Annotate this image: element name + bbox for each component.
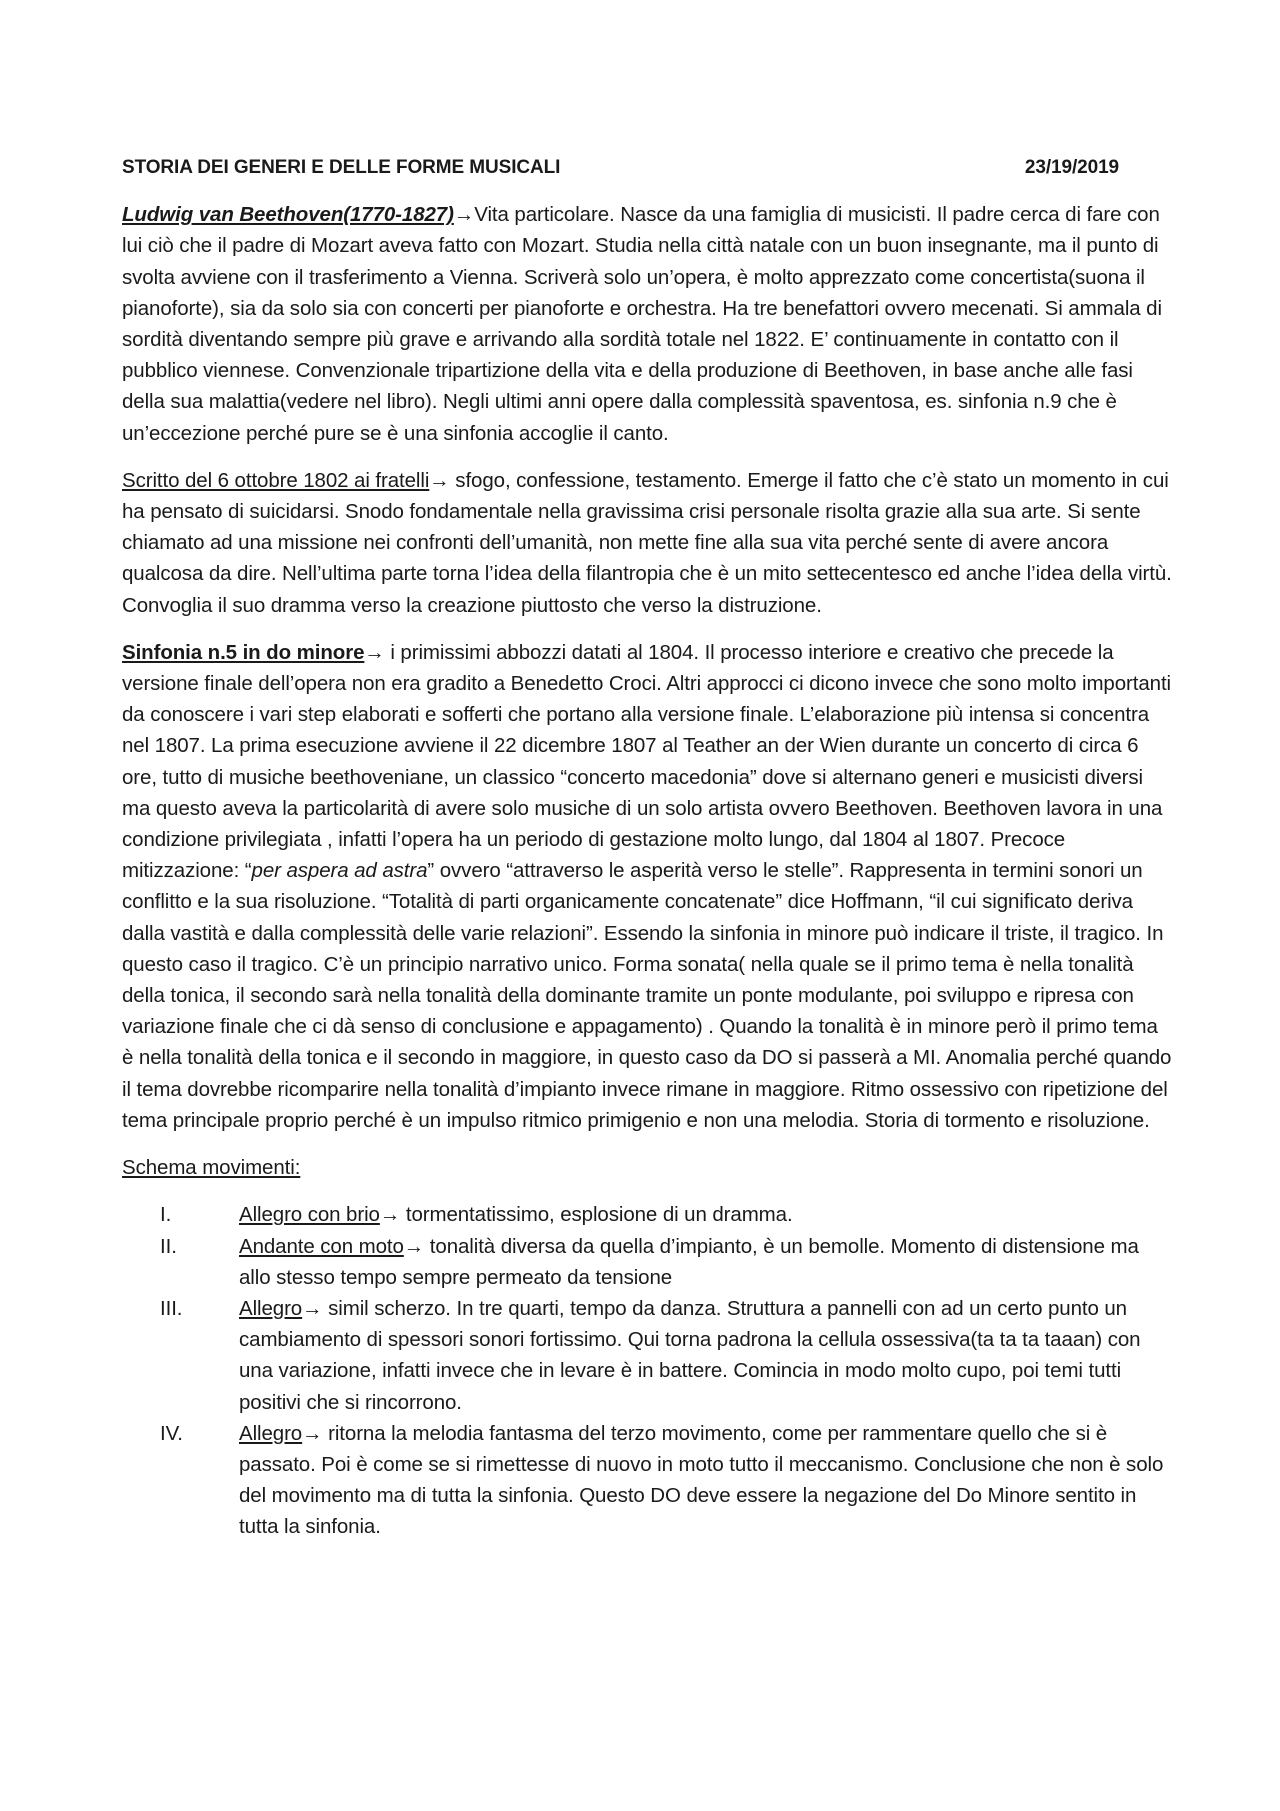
scritto-heading: Scritto del 6 ottobre 1802 ai fratelli — [122, 468, 430, 492]
list-item-number: III. — [160, 1296, 183, 1320]
list-item-body — [239, 1293, 1174, 1418]
arrow-icon: → — [379, 1203, 401, 1227]
list-item — [122, 1293, 1174, 1418]
list-item-body — [239, 1199, 1174, 1230]
arrow-icon: → — [364, 640, 385, 664]
list-item-body — [239, 1231, 1174, 1293]
scritto-text: sfogo, confessione, testamento. Emerge il fatto che c’è stato un momento in cui ha pensato di suicidarsi. Snodo fondamentale nella gravissima crisi personale risolta grazie alla sua arte. Si sente chiamato ad una missione nei confronti dell’umanità, non mette fine alla sua vita perché sente di avere ancora qualcosa da dire. Nell’ultima parte torna l’idea della filantropia che è un mito settecentesco ed anche l’idea della virtù. Convoglia il suo dramma verso la creazione piuttosto che verso la distruzione. — [122, 468, 1172, 617]
movement-text: simil scherzo. In tre quarti, tempo da danza. Struttura a pannelli con ad un certo punto un cambiamento di spessori sonori fortissimo. Qui torna padrona la cellula ossessiva(ta ta ta taaan) con una variazione, infatti invece che in levare è in battere. Comincia in modo molto cupo, poi temi tutti positivi che si rincorrono. — [239, 1296, 1141, 1414]
movement-label: Allegro — [239, 1296, 303, 1320]
list-item-number: II. — [160, 1234, 177, 1258]
paragraph-beethoven — [122, 199, 1174, 449]
arrow-icon: → — [429, 468, 450, 492]
paragraph-sinfonia — [122, 637, 1174, 1136]
sinfonia-text-a: i primissimi abbozzi datati al 1804. Il processo interiore e creativo che precede la versione finale dell’opera non era gradito a Benedetto Croci. Altri approcci ci dicono invece che sono molto importanti da conoscere i vari step elaborati e sofferti che portano alla versione finale. L’elaborazione più intensa si concentra nel 1807. La prima esecuzione avviene il 22 dicembre 1807 al Teather an der Wien durante un concerto di circa 6 ore, tutto di musiche beethoveniane, un classico “concerto macedonia” dove si alternano generi e musicisti diversi ma questo aveva la particolarità di avere solo musiche di un solo artista ovvero Beethoven. Beethoven lavora in una condizione privilegiata , infatti l’opera ha un periodo di gestazione molto lungo, dal 1804 al 1807. Precoce mitizzazione: “ — [122, 640, 1172, 883]
list-item — [122, 1418, 1174, 1543]
list-item-number: IV. — [160, 1421, 183, 1445]
movement-text: tonalità diversa da quella d’impianto, è un bemolle. Momento di distensione ma allo stesso tempo sempre permeato da tensione — [239, 1234, 1139, 1289]
paragraph-scritto — [122, 465, 1174, 621]
arrow-icon: → — [403, 1234, 425, 1258]
sinfonia-heading: Sinfonia n.5 in do minore — [122, 640, 365, 664]
arrow-icon: → — [302, 1421, 323, 1445]
movement-label: Allegro con brio — [239, 1203, 380, 1227]
movement-text: tormentatissimo, esplosione di un dramma. — [400, 1203, 793, 1227]
arrow-icon: → — [453, 203, 475, 227]
schema-title — [122, 1152, 1174, 1183]
document-date: 23/19/2019 — [1024, 157, 1119, 178]
list-item — [122, 1199, 1174, 1230]
document-title: STORIA DEI GENERI E DELLE FORME MUSICALI — [122, 157, 561, 178]
beethoven-text: Vita particolare. Nasce da una famiglia di musicisti. Il padre cerca di fare con lui ciò che il padre di Mozart aveva fatto con Mozart. Studia nella città natale con un buon insegnante, ma il punto di svolta avviene con il trasferimento a Vienna. Scriverà solo un’opera, è molto apprezzato come concertista(suona il pianoforte), sia da solo sia con concerti per pianoforte e orchestra. Ha tre benefattori ovvero mecenati. Si ammala di sordità diventando sempre più grave e arrivando alla sordità totale nel 1822. E’ continuamente in contatto con il pubblico viennese. Convenzionale tripartizione della vita e della produzione di Beethoven, in base anche alle fasi della sua malattia(vedere nel libro). Negli ultimi anni opere dalla complessità spaventosa, es. sinfonia n.9 che è un’eccezione perché pure se è una sinfonia accoglie il canto. — [122, 203, 1162, 445]
movement-label: Andante con moto — [239, 1234, 404, 1258]
arrow-icon: → — [302, 1296, 323, 1320]
list-item — [122, 1231, 1174, 1293]
sinfonia-italic-motto: per aspera ad astra — [251, 859, 428, 883]
list-item-body — [239, 1418, 1174, 1543]
list-item-number: I. — [160, 1203, 172, 1227]
movement-label: Allegro — [239, 1421, 303, 1445]
movement-text: ritorna la melodia fantasma del terzo movimento, come per rammentare quello che si è passato. Poi è come se si rimettesse di nuovo in moto tutto il meccanismo. Conclusione che non è solo del movimento ma di tutta la sinfonia. Questo DO deve essere la negazione del Do Minore sentito in tutta la sinfonia. — [239, 1421, 1164, 1539]
schema-title-text: Schema movimenti: — [122, 1156, 301, 1180]
document-header — [122, 152, 1119, 183]
movements-list — [122, 1199, 1174, 1542]
beethoven-heading: Ludwig van Beethoven(1770-1827) — [122, 203, 454, 227]
document-page — [122, 152, 1174, 1543]
sinfonia-text-b: ” ovvero “attraverso le asperità verso le stelle”. Rappresenta in termini sonori un conflitto e la sua risoluzione. “Totalità di parti organicamente concatenate” dice Hoffmann, “il cui significato deriva dalla vastità e dalla complessità delle varie relazioni”. Essendo la sinfonia in minore può indicare il triste, il tragico. In questo caso il tragico. C’è un principio narrativo unico. Forma sonata( nella quale se il primo tema è nella tonalità della tonica, il secondo sarà nella tonalità della dominante tramite un ponte modulante, poi sviluppo e ripresa con variazione finale che ci dà senso di conclusione e appagamento) . Quando la tonalità è in minore però il primo tema è nella tonalità della tonica e il secondo in maggiore, in questo caso da DO si passerà a MI. Anomalia perché quando il tema dovrebbe ricomparire nella tonalità d’impianto invece rimane in maggiore. Ritmo ossessivo con ripetizione del tema principale proprio perché è un impulso ritmico primigenio e non una melodia. Storia di tormento e risoluzione. — [122, 859, 1172, 1132]
